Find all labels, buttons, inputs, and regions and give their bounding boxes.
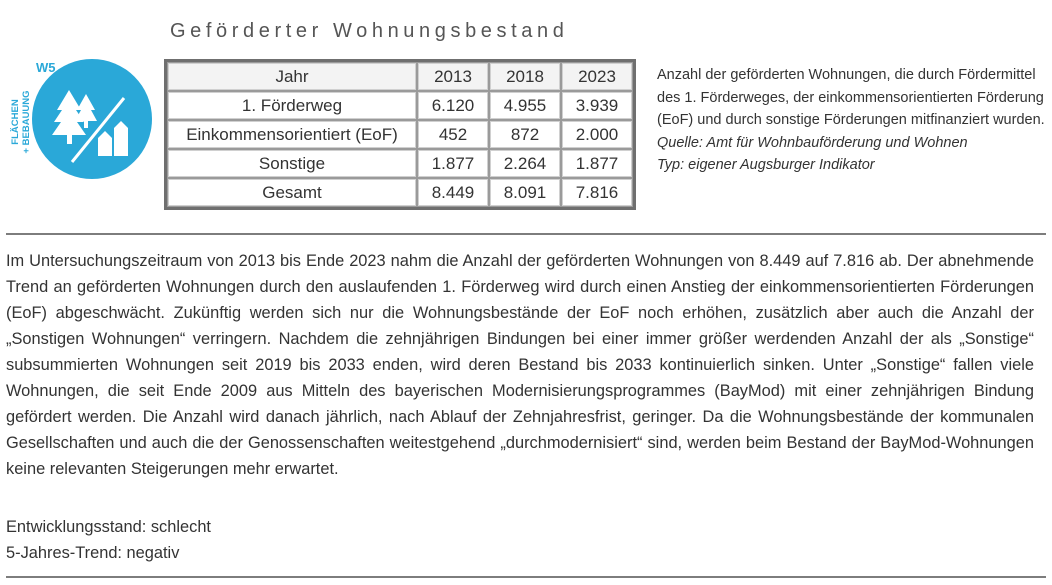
- table-cell: 1.877: [417, 149, 489, 178]
- divider-top: [6, 233, 1046, 235]
- table-cell: 4.955: [489, 91, 561, 120]
- page-title: Geförderter Wohnungsbestand: [170, 20, 569, 42]
- table-header-cell: 2018: [489, 62, 561, 91]
- table-header-cell: 2013: [417, 62, 489, 91]
- indicator-logo: [6, 56, 154, 180]
- trees-and-buildings-icon: [6, 56, 154, 180]
- table-row: [167, 91, 633, 120]
- table-cell: 8.091: [489, 178, 561, 207]
- logo-category-line2: + BEBAUUNG: [21, 90, 32, 154]
- table-cell: 2.264: [489, 149, 561, 178]
- indicator-description: [657, 64, 1047, 177]
- table-header-row: [167, 62, 633, 91]
- divider-bottom: [6, 576, 1046, 578]
- table-row-label: Sonstige: [167, 149, 417, 178]
- table-header-cell: 2023: [561, 62, 633, 91]
- body-paragraph: Im Untersuchungszeitraum von 2013 bis Ende 2023 nahm die Anzahl der geförderten Wohnungen von 8.449 auf 7.816 ab. Der abnehmende Trend an geförderten Wohnungen durch den auslaufenden 1. Förderweg wird durch einen Anstieg der einkommensorientierten Förderungen (EoF) abgeschwächt. Zukünftig werden sich nur die Wohnungsbestände der EoF noch erhöhen, zusätzlich aber auch die Anzahl der „Sonstigen Wohnungen“ verringern. Nachdem die zehnjährigen Bindungen bei einer immer größer werdenden Anzahl der als „Sonstige“ subsummierten Wohnungen seit 2019 bis 2033 enden, wird deren Bestand bis 2033 kontinuierlich sinken. Unter „Sonstige“ fallen viele Wohnungen, die seit Ende 2009 aus Mitteln des bayerischen Modernisierungsprogrammes (BayMod) mit einer zehnjährigen Bindung gefördert werden. Die Anzahl wird danach jährlich, nach Ablauf der Zehnjahresfrist, geringer. Da die Wohnungsbestände der kommunalen Gesellschaften und auch die der Genossenschaften weitestgehend „durchmodernisiert“ sind, werden beim Bestand der BayMod-Wohnungen keine relevanten Steigerungen mehr erwartet.: [6, 252, 1034, 478]
- table-cell: 2.000: [561, 120, 633, 149]
- data-table: [164, 59, 636, 210]
- table-cell: 8.449: [417, 178, 489, 207]
- table-row-label: Einkommensorientiert (EoF): [167, 120, 417, 149]
- table-cell: 872: [489, 120, 561, 149]
- table-cell: 452: [417, 120, 489, 149]
- table-cell: 1.877: [561, 149, 633, 178]
- table-row-label: 1. Förderweg: [167, 91, 417, 120]
- source-note: Quelle: Amt für Wohnbauförderung und Wohnen: [657, 134, 968, 151]
- logo-code: W5: [36, 60, 56, 75]
- table-row-label: Gesamt: [167, 178, 417, 207]
- table-cell: 3.939: [561, 91, 633, 120]
- table-cell: 6.120: [417, 91, 489, 120]
- table-cell: 7.816: [561, 178, 633, 207]
- table-row: [167, 149, 633, 178]
- table-row: [167, 178, 633, 207]
- type-note: Typ: eigener Augsburger Indikator: [657, 157, 875, 173]
- description-text: Anzahl der geförderten Wohnungen, die durch Fördermittel des 1. Förderweges, der einkommensorientierten Förderung (EoF) und durch sonstige Förderungen mitfinanziert wurden.: [657, 67, 1045, 128]
- trend-status: 5-Jahres-Trend: negativ: [6, 544, 180, 562]
- table-header-cell: Jahr: [167, 62, 417, 91]
- logo-category-line1: FLÄCHEN: [10, 99, 21, 145]
- table-row: [167, 120, 633, 149]
- development-status: Entwicklungsstand: schlecht: [6, 518, 211, 536]
- status-block: [6, 514, 211, 566]
